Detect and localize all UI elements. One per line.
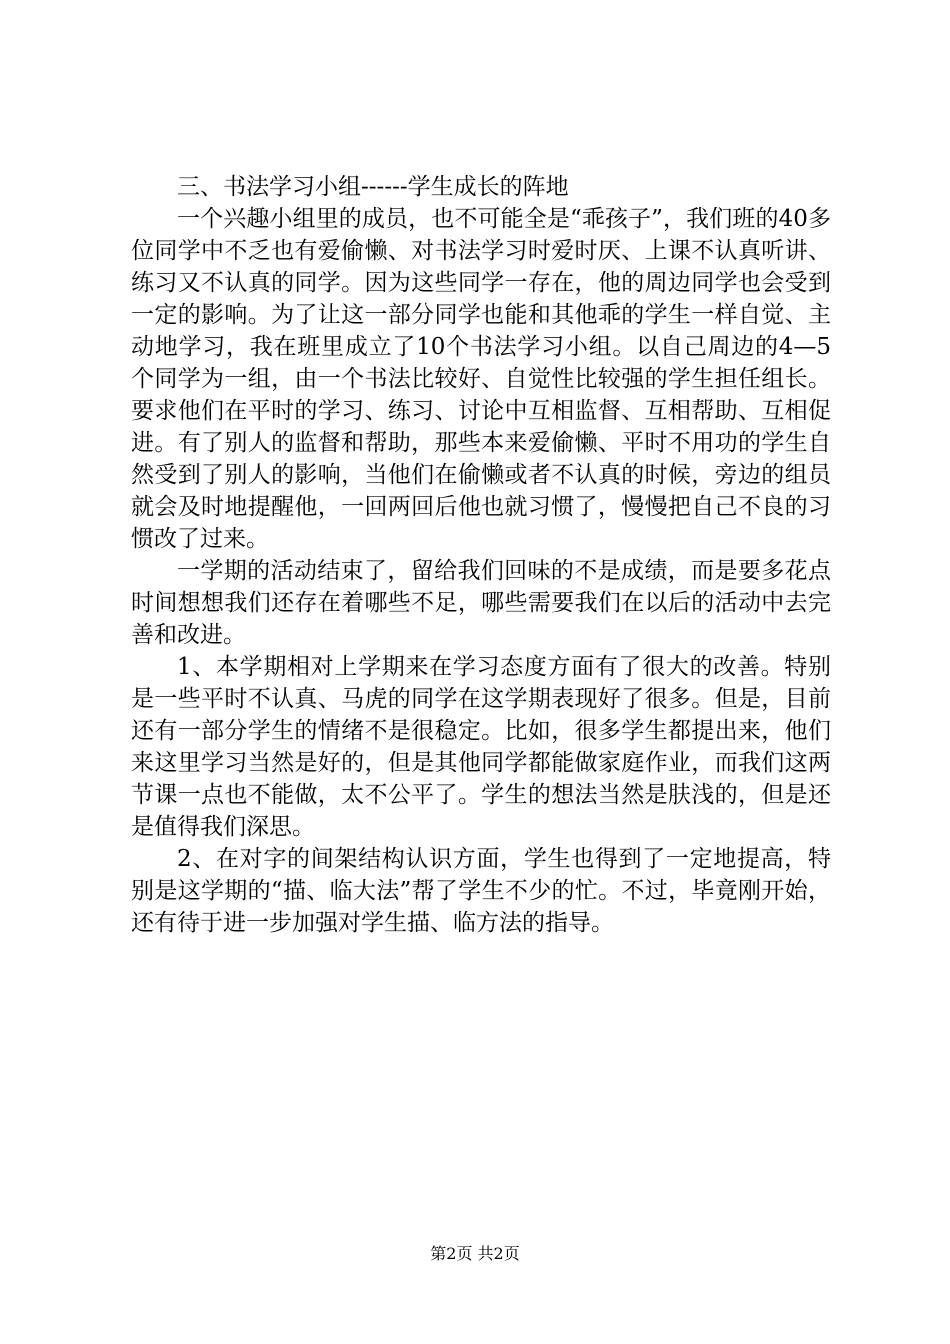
paragraph-point-1: 1、本学期相对上学期来在学习态度方面有了很大的改善。特别是一些平时不认真、马虎的同学在这学期表现好了很多。但是，目前还有一部分学生的情绪不是很稳定。比如，很多学生都提出来，他们来这里学习当然是好的，但是其他同学都能做家庭作业，而我们这两节课一点也不能做，太不公平了。学生的想法当然是肤浅的，但是还是值得我们深思。 xyxy=(131,654,831,840)
paragraph-study-groups: 一个兴趣小组里的成员，也不可能全是“乖孩子”，我们班的40多位同学中不乏也有爱偷懒、对书法学习时爱时厌、上课不认真听讲、练习又不认真的同学。因为这些同学一存在，他的周边同学也会受到一定的影响。为了让这一部分同学也能和其他乖的学生一样自觉、主动地学习，我在班里成立了10个书法学习小组。以自己周边的4—5个同学为一组，由一个书法比较好、自觉性比较强的学生担任组长。要求他们在平时的学习、练习、讨论中互相监督、互相帮助、互相促进。有了别人的监督和帮助，那些本来爱偷懒、平时不用功的学生自然受到了别人的影响，当他们在偷懒或者不认真的时候，旁边的组员就会及时地提醒他，一回两回后他也就习惯了，慢慢把自己不良的习惯改了过来。 xyxy=(131,206,831,552)
section-heading: 三、书法学习小组------学生成长的阵地 xyxy=(177,174,569,200)
paragraph-semester-review: 一学期的活动结束了，留给我们回味的不是成绩，而是要多花点时间想想我们还存在着哪些不足，哪些需要我们在以后的活动中去完善和改进。 xyxy=(131,558,831,648)
page-footer: 第2页 共2页 xyxy=(430,1244,520,1263)
document-body xyxy=(131,171,831,939)
paragraph-point-2: 2、在对字的间架结构认识方面，学生也得到了一定地提高，特别是这学期的“描、临大法”帮了学生不少的忙。不过，毕竟刚开始，还有待于进一步加强对学生描、临方法的指导。 xyxy=(131,846,831,936)
